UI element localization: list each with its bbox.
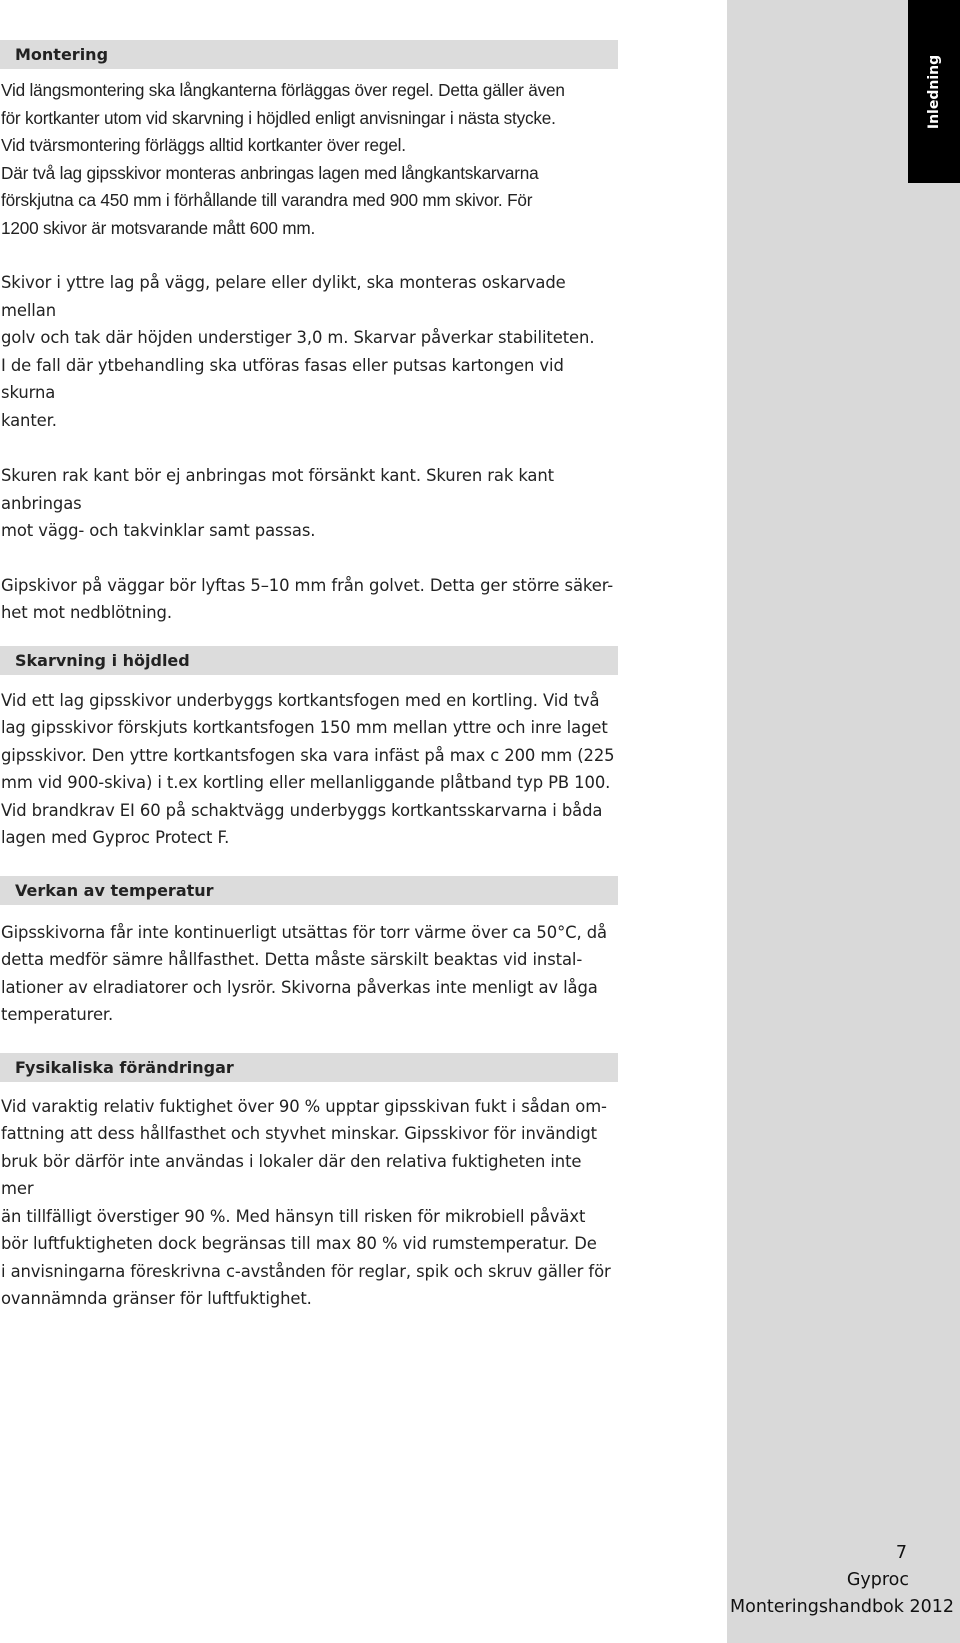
text-line: förskjutna ca 450 mm i förhållande till varandra med 900 mm skivor. För [1,190,533,210]
text-line: ovannämnda gränser för luftfuktighet. [1,1289,312,1308]
paragraph [0,269,618,434]
text-line: gipsskivor. Den yttre kortkantsfogen ska vara infäst på max c 200 mm (225 [1,745,615,765]
text-line: Där två lag gipsskivor monteras anbringas lagen med långkantskarvarna [1,162,539,183]
side-margin-band [727,0,960,1643]
heading-montering: Montering [0,40,618,69]
text-line: fattning att dess hållfasthet och styvhet minskar. Gipsskivor för invändigt [1,1124,597,1143]
text-line: detta medför sämre hållfasthet. Detta måste särskilt beaktas vid instal- [1,950,583,969]
paragraph [0,462,618,545]
page-footer [727,1540,960,1621]
text-line: mot vägg- och takvinklar samt passas. [1,521,316,540]
heading-fysikaliska: Fysikaliska förändringar [0,1053,618,1082]
text-line: 1200 skivor är motsvarande mått 600 mm. [1,217,316,238]
text-line: Vid varaktig relativ fuktighet över 90 % upptar gipsskivan fukt i sådan om- [1,1096,607,1116]
text-line: Skivor i yttre lag på vägg, pelare eller dylikt, ska monteras oskarvade mellan [1,273,566,320]
chapter-tab-label: Inledning [926,54,942,130]
main-content [0,40,618,1313]
paragraph [0,1093,618,1313]
footer-publication: Monteringshandbok 2012 [730,1597,954,1617]
text-line: kanter. [1,410,57,430]
paragraph [0,572,618,627]
text-line: Vid brandkrav EI 60 på schaktvägg underbyggs kortkantsskarvarna i båda [1,800,603,820]
text-line: Vid längsmontering ska långkanterna förläggas över regel. Detta gäller även [1,80,565,100]
text-line: mm vid 900-skiva) i t.ex kortling eller mellanliggande plåtband typ PB 100. [1,773,611,792]
text-line: golv och tak där höjden understiger 3,0 m. Skarvar påverkar stabiliteten. [1,328,595,347]
text-line: Gipsskivorna får inte kontinuerligt utsättas för torr värme över ca 50°C, då [1,922,607,942]
text-line: het mot nedblötning. [1,603,172,622]
text-line: Vid ett lag gipsskivor underbyggs kortkantsfogen med en kortling. Vid två [1,690,600,710]
text-line: Vid tvärsmontering förläggs alltid kortkanter över regel. [1,135,406,155]
text-line: Gipskivor på väggar bör lyftas 5–10 mm från golvet. Detta ger större säker- [1,575,614,595]
text-line: Skuren rak kant bör ej anbringas mot försänkt kant. Skuren rak kant anbringas [1,466,554,513]
text-line: lagen med Gyproc Protect F. [1,828,230,847]
page-number: 7 [895,1543,907,1563]
paragraph [0,687,618,852]
text-line: i anvisningarna föreskrivna c-avstånden för reglar, spik och skruv gäller för [1,1261,611,1281]
heading-temperatur: Verkan av temperatur [0,876,618,905]
text-line: I de fall där ytbehandling ska utföras fasas eller putsas kartongen vid skurna [1,355,564,402]
heading-skarvning: Skarvning i höjdled [0,646,618,675]
text-line: lag gipsskivor förskjuts kortkantsfogen 150 mm mellan yttre och inre laget [1,718,608,737]
text-line: bruk bör därför inte användas i lokaler där den relativa fuktigheten inte mer [1,1151,582,1198]
text-line: temperaturer. [1,1005,114,1024]
paragraph [0,77,618,242]
footer-brand: Gyproc [846,1570,909,1590]
text-line: lationer av elradiatorer och lysrör. Skivorna påverkas inte menligt av låga [1,977,598,997]
text-line: för kortkanter utom vid skarvning i höjdled enligt anvisningar i nästa stycke. [1,107,556,128]
text-line: bör luftfuktigheten dock begränsas till max 80 % vid rumstemperatur. De [1,1234,597,1253]
paragraph [0,919,618,1029]
text-line: än tillfälligt överstiger 90 %. Med hänsyn till risken för mikrobiell påväxt [1,1206,586,1226]
